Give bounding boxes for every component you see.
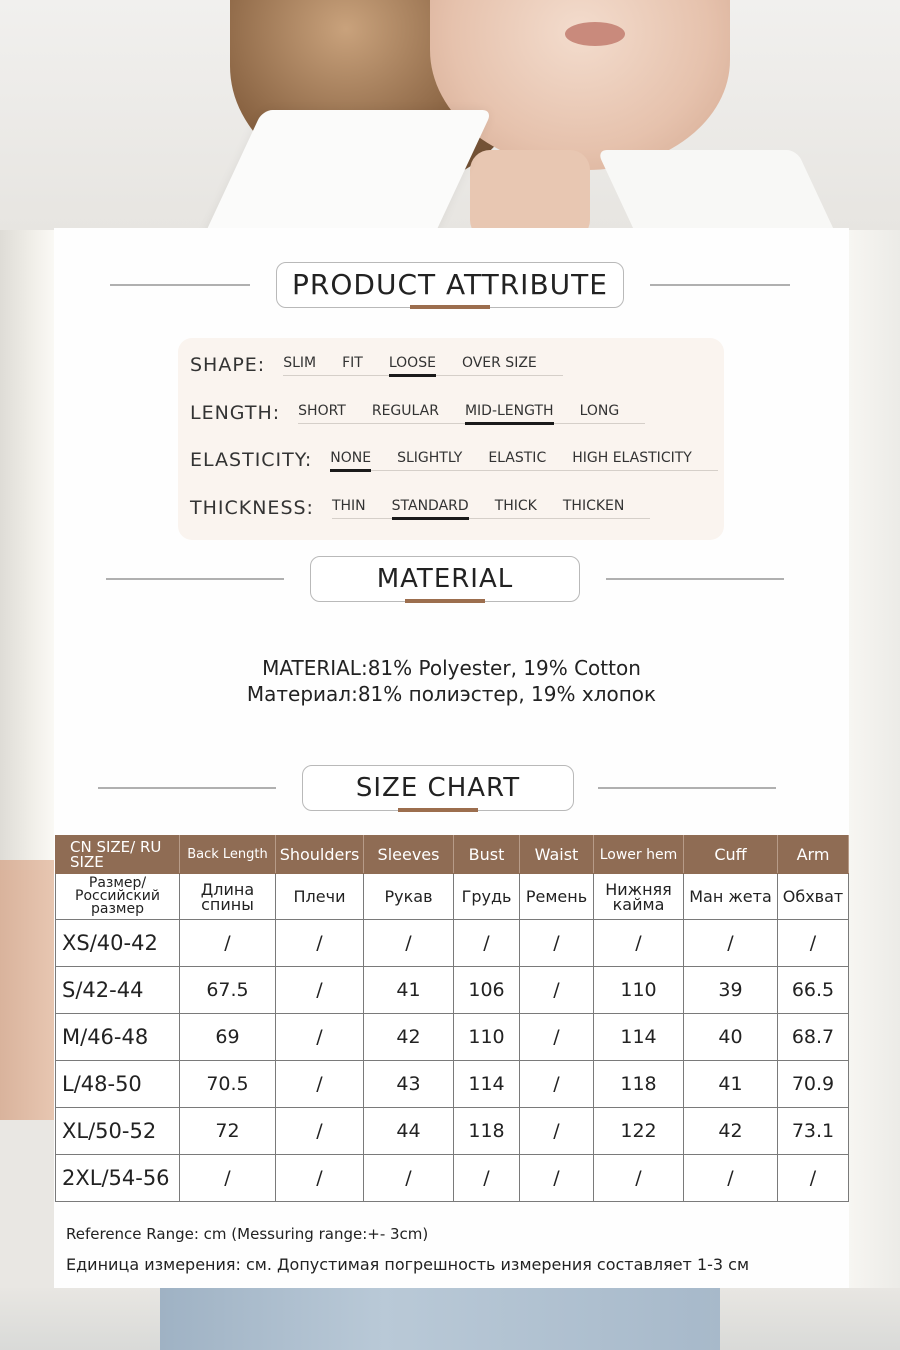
attr-option: THICKEN: [562, 497, 625, 514]
table-cell: M/46-48: [56, 1014, 180, 1061]
column-header: Lower hem: [594, 836, 684, 874]
table-row: [56, 1061, 849, 1108]
product-attribute-title: [276, 262, 624, 308]
column-header: Back Length: [180, 836, 276, 874]
table-cell: XS/40-42: [56, 920, 180, 967]
attr-option: HIGH ELASTICITY: [572, 449, 692, 466]
table-cell: 118: [594, 1061, 684, 1108]
material-line-ru: Материал:81% полиэстер, 19% хлопок: [246, 682, 657, 706]
divider-left: [110, 284, 250, 286]
table-cell: 43: [364, 1061, 454, 1108]
product-attribute-title-text: PRODUCT ATTRIBUTE: [292, 268, 608, 301]
attr-option: REGULAR: [371, 402, 439, 419]
column-header-ru: Ремень: [520, 874, 594, 920]
column-header: Waist: [520, 836, 594, 874]
table-header-en: [56, 836, 849, 874]
attr-options: [283, 355, 563, 376]
table-cell: /: [276, 1014, 364, 1061]
attr-options: [332, 498, 650, 519]
table-cell: 106: [454, 967, 520, 1014]
table-cell: /: [684, 1155, 778, 1202]
table-cell: 66.5: [778, 967, 849, 1014]
table-cell: 42: [684, 1108, 778, 1155]
table-cell: /: [520, 920, 594, 967]
shirt-collar-right: [597, 150, 844, 230]
attr-options: [298, 403, 645, 424]
table-cell: 70.9: [778, 1061, 849, 1108]
attr-option: THIN: [331, 497, 366, 514]
attr-option-selected: NONE: [330, 449, 372, 466]
table-cell: /: [520, 1108, 594, 1155]
size-chart-table: [55, 835, 849, 1202]
model-photo-top: [0, 0, 900, 230]
title-accent-bar: [410, 305, 490, 309]
divider-left: [106, 578, 284, 580]
table-cell: /: [276, 1108, 364, 1155]
attr-row-length: [190, 398, 645, 428]
table-header-ru: [56, 874, 849, 920]
divider-right: [598, 787, 776, 789]
size-chart-title-text: SIZE CHART: [355, 773, 521, 803]
model-neck: [470, 150, 590, 230]
table-cell: /: [520, 1061, 594, 1108]
table-cell: XL/50-52: [56, 1108, 180, 1155]
reference-note-ru: Единица измерения: см. Допустимая погрешность измерения составляет 1-3 см: [66, 1255, 750, 1274]
table-cell: /: [778, 920, 849, 967]
table-row: [56, 1108, 849, 1155]
attr-row-shape: [190, 350, 563, 380]
table-cell: /: [520, 967, 594, 1014]
table-cell: 2XL/54-56: [56, 1155, 180, 1202]
attr-option-selected: MID-LENGTH: [464, 402, 554, 419]
material-line-en: MATERIAL:81% Polyester, 19% Cotton: [262, 656, 641, 680]
table-cell: /: [594, 1155, 684, 1202]
column-header-ru: Длина спины: [180, 874, 276, 920]
table-cell: 42: [364, 1014, 454, 1061]
model-arm-left: [0, 860, 56, 1120]
column-header-ru: Ман жета: [684, 874, 778, 920]
table-cell: S/42-44: [56, 967, 180, 1014]
info-panel: [54, 228, 849, 1288]
attr-option: FIT: [342, 354, 363, 371]
title-accent-bar: [398, 808, 478, 812]
table-cell: /: [364, 920, 454, 967]
table-row: [56, 920, 849, 967]
divider-left: [98, 787, 276, 789]
table-cell: 44: [364, 1108, 454, 1155]
material-title: [310, 556, 580, 602]
attr-option: SLIM: [283, 354, 317, 371]
attr-label: SHAPE:: [190, 354, 266, 376]
table-cell: 72: [180, 1108, 276, 1155]
column-header-ru: Размер/ Российский размер: [56, 874, 180, 920]
table-cell: /: [180, 920, 276, 967]
attr-option: SHORT: [298, 402, 346, 419]
table-cell: 69: [180, 1014, 276, 1061]
column-header-ru: Грудь: [454, 874, 520, 920]
table-cell: 67.5: [180, 967, 276, 1014]
material-title-text: MATERIAL: [376, 564, 514, 594]
table-cell: /: [364, 1155, 454, 1202]
table-row: [56, 967, 849, 1014]
table-cell: /: [180, 1155, 276, 1202]
table-cell: 118: [454, 1108, 520, 1155]
table-cell: 110: [594, 967, 684, 1014]
table-cell: 70.5: [180, 1061, 276, 1108]
table-cell: /: [276, 1061, 364, 1108]
table-cell: 41: [684, 1061, 778, 1108]
attr-label: ELASTICITY:: [190, 449, 313, 471]
reference-note-en: Reference Range: cm (Messuring range:+- 3cm): [66, 1225, 429, 1243]
table-cell: /: [778, 1155, 849, 1202]
attr-option-selected: STANDARD: [391, 497, 469, 514]
attr-label: THICKNESS:: [190, 497, 314, 519]
table-cell: 110: [454, 1014, 520, 1061]
shirt-collar-left: [197, 110, 492, 230]
table-cell: /: [684, 920, 778, 967]
attr-option: ELASTIC: [488, 449, 547, 466]
table-cell: /: [276, 920, 364, 967]
column-header: Arm: [778, 836, 849, 874]
column-header: Shoulders: [276, 836, 364, 874]
table-cell: /: [520, 1014, 594, 1061]
divider-right: [606, 578, 784, 580]
table-cell: /: [520, 1155, 594, 1202]
table-cell: 41: [364, 967, 454, 1014]
table-cell: /: [454, 920, 520, 967]
attribute-box: [178, 338, 724, 540]
table-cell: 122: [594, 1108, 684, 1155]
column-header: Cuff: [684, 836, 778, 874]
attr-label: LENGTH:: [190, 402, 281, 424]
shirt-sleeve-right: [848, 230, 900, 1290]
attr-row-thickness: [190, 493, 650, 523]
column-header-ru: Плечи: [276, 874, 364, 920]
column-header-ru: Рукав: [364, 874, 454, 920]
column-header-ru: Обхват: [778, 874, 849, 920]
attr-row-elasticity: [190, 445, 718, 475]
attr-option: LONG: [579, 402, 620, 419]
attr-options: [330, 450, 718, 471]
table-cell: /: [276, 967, 364, 1014]
column-header: Sleeves: [364, 836, 454, 874]
column-header-ru: Нижняя кайма: [594, 874, 684, 920]
model-lips: [565, 22, 625, 46]
column-header: Bust: [454, 836, 520, 874]
table-cell: 68.7: [778, 1014, 849, 1061]
attr-option: OVER SIZE: [461, 354, 537, 371]
size-chart-title: [302, 765, 574, 811]
table-cell: L/48-50: [56, 1061, 180, 1108]
attr-option: SLIGHTLY: [397, 449, 463, 466]
table-row: [56, 1155, 849, 1202]
table-row: [56, 1014, 849, 1061]
table-cell: 114: [594, 1014, 684, 1061]
jeans-image: [160, 1288, 720, 1350]
column-header: CN SIZE/ RU SIZE: [56, 836, 180, 874]
table-cell: 39: [684, 967, 778, 1014]
attr-option-selected: LOOSE: [388, 354, 436, 371]
title-accent-bar: [405, 599, 485, 603]
table-cell: 73.1: [778, 1108, 849, 1155]
divider-right: [650, 284, 790, 286]
table-cell: /: [594, 920, 684, 967]
table-cell: /: [276, 1155, 364, 1202]
attr-option: THICK: [494, 497, 537, 514]
table-cell: 114: [454, 1061, 520, 1108]
table-cell: 40: [684, 1014, 778, 1061]
table-cell: /: [454, 1155, 520, 1202]
